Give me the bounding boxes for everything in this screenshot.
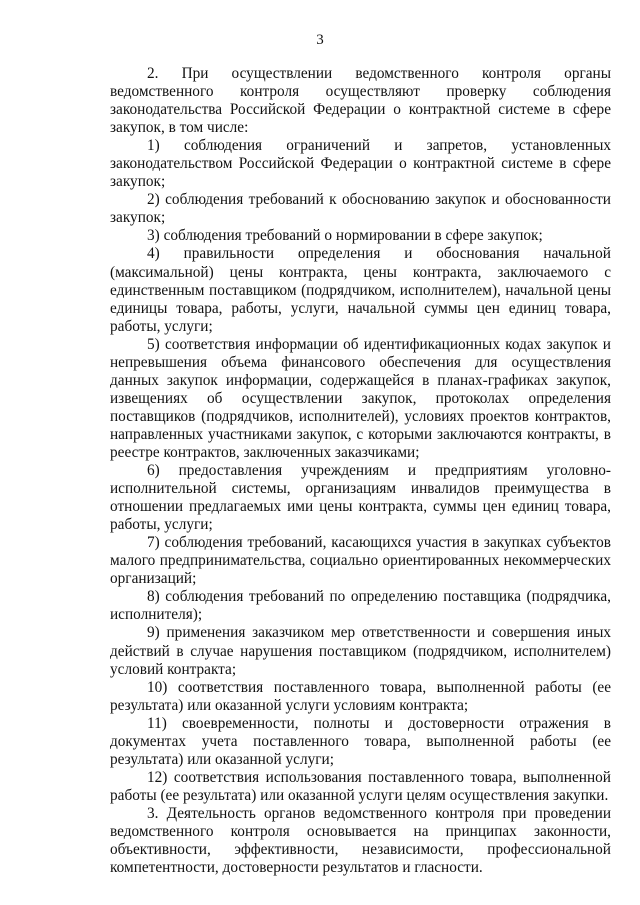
list-item-2: 2) соблюдения требований к обоснованию закупок и обоснованности закупок; [110, 191, 611, 227]
list-item-9: 9) применения заказчиком мер ответственности и совершения иных действий в случае нарушения поставщиком (подрядчиком, исполнителем) условий контракта; [110, 624, 611, 678]
list-item-7: 7) соблюдения требований, касающихся участия в закупках субъектов малого предпринимательства, социально ориентированных некоммерческих организаций; [110, 534, 611, 588]
list-item-11: 11) своевременности, полноты и достоверности отражения в документах учета поставленного товара, выполненной работы (ее результата) или оказанной услуги; [110, 714, 611, 768]
document-body [110, 65, 611, 877]
list-item-8: 8) соблюдения требований по определению поставщика (подрядчика, исполнителя); [110, 588, 611, 624]
paragraph-3: 3. Деятельность органов ведомственного контроля при проведении ведомственного контроля основывается на принципах законности, объективности, эффективности, независимости, профессиональной компетентности, достоверности результатов и гласности. [110, 804, 611, 877]
list-item-3: 3) соблюдения требований о нормировании в сфере закупок; [147, 227, 543, 245]
page-number: 3 [316, 32, 324, 48]
list-item-12: 12) соответствия использования поставленного товара, выполненной работы (ее результата) или оказанной услуги целям осуществления закупки. [110, 768, 611, 804]
list-item-1: 1) соблюдения ограничений и запретов, установленных законодательством Российской Федерации о контрактной системе в сфере закупок; [110, 137, 611, 191]
list-item-10: 10) соответствия поставленного товара, выполненной работы (ее результата) или оказанной услуги условиям контракта; [110, 678, 611, 714]
list-item-6: 6) предоставления учреждениям и предприятиям уголовно-исполнительной системы, организациям инвалидов преимущества в отношении предлагаемых ими цены контракта, суммы цен единиц товара, работы, услуги; [110, 462, 611, 534]
list-item-5: 5) соответствия информации об идентификационных кодах закупок и непревышения объема финансового обеспечения для осуществления данных закупок информации, содержащейся в планах-графиках закупок, извещениях об осуществлении закупок, протоколах определения поставщиков (подрядчиков, исполнителей), условиях проектов контрактов, направленных участниками закупок, с которыми заключаются контракты, в реестре контрактов, заключенных заказчиками; [110, 335, 611, 461]
paragraph-2: 2. При осуществлении ведомственного контроля органы ведомственного контроля осуществляют проверку соблюдения законодательства Российской Федерации о контрактной системе в сфере закупок, в том числе: [110, 65, 611, 137]
list-item-4: 4) правильности определения и обоснования начальной (максимальной) цены контракта, цены контракта, заключаемого с единственным поставщиком (подрядчиком, исполнителем), начальной цены единицы товара, работы, услуги, начальной суммы цен единиц товара, работы, услуги; [110, 245, 611, 335]
